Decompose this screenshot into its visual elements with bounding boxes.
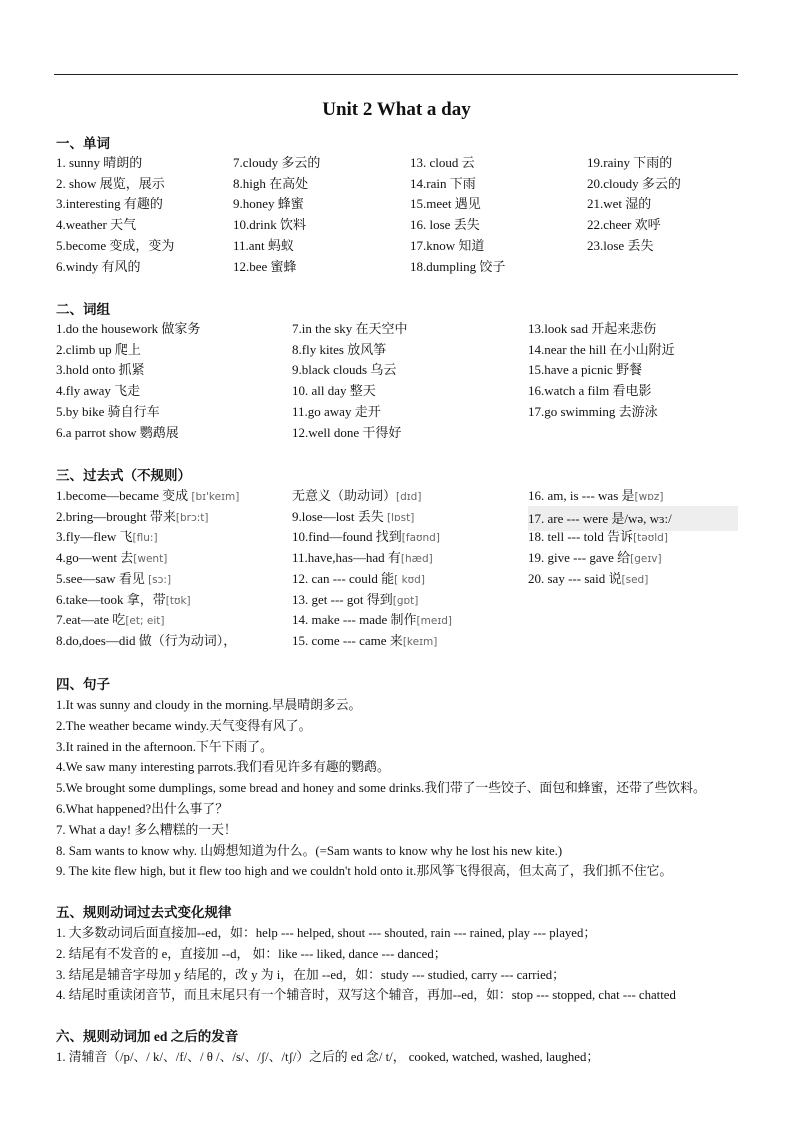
- entry-text: 10.drink 饮料: [233, 217, 306, 233]
- entry-cell: [56, 256, 141, 275]
- entry-cell: [528, 380, 651, 399]
- entry-cell: [233, 152, 320, 171]
- phonetic-transcription: [bɪ'keɪm]: [191, 491, 240, 503]
- entry-cell: [292, 339, 386, 358]
- entry-cell: [233, 235, 294, 254]
- pronunciation-line: 1. 清辅音（/p/、/ k/、/f/、/ θ /、/s/、/ʃ/、/tʃ/）之后的 ed 念/ t/， cooked, watched, washed, laughed；: [56, 1050, 600, 1064]
- phonetic-transcription: [went]: [133, 553, 168, 566]
- entry-cell: [56, 422, 179, 441]
- entry-text: 23.lose 丢失: [587, 237, 654, 253]
- entry-text: 19. give --- gave 给: [528, 550, 631, 566]
- phonetic-transcription: [ kʊd]: [394, 573, 425, 586]
- sentence-line: 6.What happened?出什么事了？: [56, 802, 229, 816]
- entry-text: 1.do the housework 做家务: [56, 321, 201, 336]
- entry-cell: [587, 152, 672, 171]
- entry-cell: [410, 214, 480, 233]
- entry-cell: [292, 318, 408, 337]
- header-rule: [54, 74, 738, 75]
- entry-cell: [410, 256, 505, 275]
- rule-line: 4. 结尾时重读闭音节，而且末尾只有一个辅音时，双写这个辅音，再加--ed，如：stop --- stopped, chat --- chatted: [56, 988, 676, 1003]
- entry-text: 4.go—went 去: [56, 550, 134, 566]
- phonetic-transcription: [gɒt]: [392, 594, 419, 607]
- entry-text: 19.rainy 下雨的: [587, 155, 673, 170]
- section-heading-past-tense: 三、过去式（不规则）: [56, 468, 191, 483]
- section-heading-pronunciation: 六、规则动词加 ed 之后的发音: [56, 1029, 239, 1044]
- page-title: Unit 2 What a day: [322, 99, 471, 120]
- entry-text: 6.a parrot show 鹦鹉展: [56, 424, 179, 440]
- entry-text: 1.become—became 变成: [56, 488, 192, 503]
- entry-cell: [56, 214, 136, 233]
- entry-text: 13. cloud 云: [410, 155, 475, 170]
- rule-line: 2. 结尾有不发音的 e，直接加 --d， 如：like --- liked, dance --- danced；: [56, 946, 447, 961]
- entry-text: 16.watch a film 看电影: [528, 383, 652, 399]
- entry-text: 7.eat—ate 吃: [56, 612, 126, 628]
- entry-text: 3.hold onto 抓紧: [56, 362, 145, 378]
- entry-text: 18. tell --- told 告诉: [528, 529, 634, 545]
- entry-cell: [233, 214, 306, 233]
- entry-text: 无意义（助动词）: [292, 488, 397, 503]
- entry-cell: [292, 380, 376, 399]
- entry-cell: [410, 152, 475, 171]
- entry-text: 12.well done 干得好: [292, 424, 402, 440]
- sentence-line: 2.The weather became windy.天气变得有风了。: [56, 718, 312, 733]
- rule-line: 1. 大多数动词后面直接加--ed，如：help --- helped, shout --- shouted, rain --- rained, play --- played；: [56, 926, 597, 940]
- phonetic-transcription: [flu:]: [132, 532, 158, 545]
- entry-cell: [410, 193, 481, 212]
- entry-cell: [292, 422, 401, 441]
- phonetic-transcription: [meɪd]: [416, 615, 452, 628]
- entry-cell: [292, 609, 452, 628]
- entry-cell: [587, 235, 653, 254]
- phonetic-transcription: [tʊk]: [165, 594, 191, 607]
- entry-cell: [292, 568, 425, 587]
- entry-cell: [56, 547, 167, 566]
- entry-cell: [233, 256, 297, 275]
- entry-cell: [56, 609, 164, 628]
- rule-line: 3. 结尾是辅音字母加 y 结尾的，改 y 为 i，在加 --ed，如：study --- studied, carry --- carried；: [56, 967, 565, 982]
- entry-text: 10. all day 整天: [292, 383, 376, 399]
- entry-cell: [410, 173, 476, 192]
- sentence-line: 9. The kite flew high, but it flew too high and we couldn't hold onto it.那风筝飞得很高，但太高了，我们抓不住它。: [56, 864, 673, 879]
- entry-cell: [528, 318, 656, 337]
- entry-cell: [292, 547, 433, 566]
- entry-cell: [56, 318, 200, 337]
- entry-cell: [587, 214, 661, 233]
- entry-text: 16. lose 丢失: [410, 217, 480, 233]
- entry-cell: [56, 339, 141, 358]
- sentence-line: 7. What a day! 多么糟糕的一天！: [56, 822, 237, 837]
- entry-text: 5.see—saw 看见: [56, 570, 149, 586]
- phonetic-transcription: [geɪv]: [630, 553, 662, 566]
- entry-text: 11.go away 走开: [292, 403, 381, 419]
- entry-cell: [528, 359, 642, 378]
- entry-cell: [56, 506, 209, 525]
- entry-cell: [56, 526, 158, 545]
- entry-text: 15.meet 遇见: [410, 196, 481, 212]
- entry-text: 16. am, is --- was 是: [528, 488, 635, 503]
- entry-cell: [528, 401, 658, 420]
- entry-cell: [56, 589, 191, 608]
- entry-cell: [233, 173, 308, 192]
- entry-text: 21.wet 湿的: [587, 196, 652, 212]
- phonetic-transcription: [hæd]: [400, 553, 433, 566]
- entry-cell: [56, 380, 140, 399]
- entry-text: 18.dumpling 饺子: [410, 258, 506, 274]
- entry-cell: [56, 173, 165, 192]
- entry-text: 17.know 知道: [410, 237, 485, 253]
- entry-cell: [292, 401, 381, 420]
- entry-text: 12.bee 蜜蜂: [233, 258, 297, 274]
- entry-text: 2.bring—brought 带来: [56, 508, 176, 524]
- phonetic-transcription: [brɔ:t]: [175, 511, 209, 524]
- entry-cell: [56, 568, 171, 587]
- entry-text: 17. are --- were 是/wə, wɜ:/: [528, 510, 672, 526]
- entry-text: 22.cheer 欢呼: [587, 217, 661, 233]
- entry-cell: [528, 547, 662, 566]
- entry-cell: [292, 506, 414, 525]
- entry-text: 3.interesting 有趣的: [56, 196, 163, 212]
- sentence-line: 3.It rained in the afternoon.下午下雨了。: [56, 739, 273, 754]
- entry-text: 5.become 变成，变为: [56, 237, 175, 253]
- entry-text: 2.climb up 爬上: [56, 341, 141, 357]
- entry-cell: [528, 568, 648, 587]
- entry-text: 5.by bike 骑自行车: [56, 403, 160, 419]
- phonetic-transcription: [faʊnd]: [401, 532, 440, 545]
- section-heading-phrases: 二、词组: [56, 302, 110, 317]
- entry-text: 6.take—took 拿，带: [56, 591, 166, 607]
- sentence-line: 8. Sam wants to know why. 山姆想知道为什么。(=Sam wants to know why he lost his new kite.): [56, 843, 563, 858]
- entry-text: 12. can --- could 能: [292, 570, 395, 586]
- entry-cell: [56, 152, 142, 171]
- phonetic-transcription: [təʊld]: [633, 532, 668, 545]
- entry-text: 15.have a picnic 野餐: [528, 362, 643, 378]
- entry-cell: [528, 526, 668, 545]
- sentence-line: 5.We brought some dumplings, some bread and honey and some drinks.我们带了一些饺子、面包和蜂蜜，还带了些饮料。: [56, 781, 706, 796]
- entry-text: 1. sunny 晴朗的: [56, 155, 143, 170]
- entry-cell: [528, 339, 675, 358]
- entry-cell: [56, 485, 239, 504]
- entry-text: 8.fly kites 放风筝: [292, 341, 387, 357]
- sentence-line: 4.We saw many interesting parrots.我们看见许多有趣的鹦鹉。: [56, 760, 390, 775]
- phonetic-transcription: [sed]: [621, 573, 649, 586]
- entry-text: 11.have,has—had 有: [292, 550, 401, 566]
- entry-text: 17.go swimming 去游泳: [528, 403, 658, 419]
- entry-text: 7.cloudy 多云的: [233, 155, 321, 170]
- section-heading-words: 一、单词: [56, 136, 110, 151]
- entry-text: 4.fly away 飞走: [56, 383, 141, 399]
- entry-text: 8.do,does—did 做（行为动词），: [56, 632, 237, 648]
- entry-text: 13. get --- got 得到: [292, 591, 393, 607]
- entry-cell: [56, 401, 160, 420]
- entry-cell: [292, 630, 437, 649]
- phonetic-transcription: [wɒz]: [634, 491, 664, 503]
- entry-cell: [292, 589, 418, 608]
- entry-cell: [56, 193, 163, 212]
- entry-text: 9.black clouds 乌云: [292, 362, 397, 378]
- entry-text: 20.cloudy 多云的: [587, 175, 681, 191]
- entry-text: 10.find—found 找到: [292, 529, 402, 545]
- entry-text: 14.near the hill 在小山附近: [528, 341, 675, 357]
- entry-cell: [410, 235, 484, 254]
- phonetic-transcription: [dɪd]: [396, 491, 422, 503]
- section-heading-sentences: 四、句子: [56, 677, 110, 692]
- entry-cell: [528, 485, 663, 504]
- entry-text: 14. make --- made 制作: [292, 612, 417, 628]
- entry-text: 3.fly—flew 飞: [56, 529, 133, 545]
- entry-cell: [292, 485, 421, 504]
- phonetic-transcription: [lɒst]: [386, 511, 415, 524]
- entry-cell: [56, 630, 236, 649]
- phonetic-transcription: [sɔ:]: [148, 573, 172, 586]
- entry-cell: [587, 193, 651, 212]
- entry-text: 13.look sad 开起来悲伤: [528, 321, 657, 336]
- entry-text: 11.ant 蚂蚁: [233, 237, 294, 253]
- entry-text: 20. say --- said 说: [528, 570, 622, 586]
- sentence-line: 1.It was sunny and cloudy in the morning.早晨晴朗多云。: [56, 698, 362, 712]
- entry-cell: [587, 173, 681, 192]
- entry-cell: [292, 526, 440, 545]
- entry-text: 9.honey 蜂蜜: [233, 196, 304, 212]
- entry-cell: [233, 193, 304, 212]
- entry-text: 14.rain 下雨: [410, 175, 476, 191]
- entry-text: 7.in the sky 在天空中: [292, 321, 408, 336]
- entry-cell: [292, 359, 396, 378]
- entry-text: 15. come --- came 来: [292, 632, 403, 648]
- phonetic-transcription: [et; eit]: [125, 615, 165, 628]
- entry-text: 4.weather 天气: [56, 217, 137, 233]
- entry-cell: [56, 235, 174, 254]
- entry-text: 2. show 展览，展示: [56, 175, 165, 191]
- section-heading-regular-rules: 五、规则动词过去式变化规律: [56, 905, 232, 920]
- entry-text: 8.high 在高处: [233, 175, 309, 191]
- phonetic-transcription: [keɪm]: [402, 635, 438, 648]
- entry-text: 6.windy 有风的: [56, 258, 141, 274]
- entry-cell: [56, 359, 144, 378]
- entry-text: 9.lose—lost 丢失: [292, 508, 387, 524]
